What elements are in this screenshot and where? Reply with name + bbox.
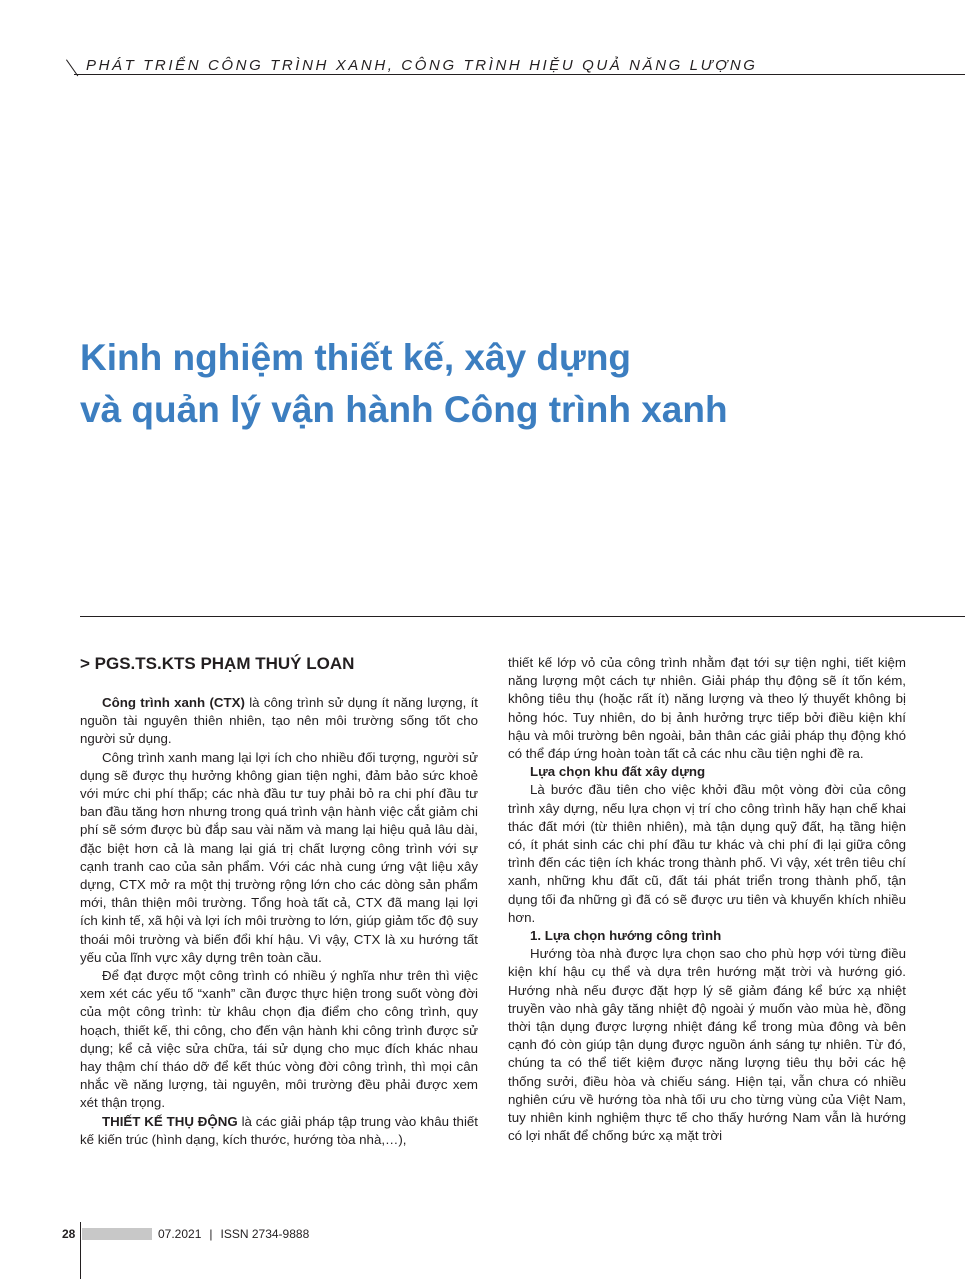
paragraph [80,694,478,749]
issue-date: 07.2021 [158,1227,202,1241]
term-bold: THIẾT KẾ THỤ ĐỘNG [102,1113,238,1129]
paragraph-text: là công trình sử dụng ít năng lượng, ít nguồn tài nguyên thiên nhiên, tạo nên môi trường sống tốt cho người sử dụng. [80,695,478,747]
paragraph: Hướng tòa nhà được lựa chọn sao cho phù hợp với từng điều kiện khí hậu cụ thể và dựa trên hướng mặt trời và hướng gió. Hướng nhà nếu được đặt hợp lý sẽ giảm đáng kể bức xạ nhiệt truyền vào nhà gây tăng nhiệt độ ngoài ý muốn vào mùa hè, đồng thời tận dụng được lượng nhiệt đáng kể trong mùa đông và bên cạnh đó còn giúp tận dụng được nguồn ánh sáng tự nhiên. Từ đó, chúng ta có thể tiết kiệm được năng lượng tiêu thụ bởi các hệ thống sưởi, điều hòa và chiếu sáng. Hiện tại, vẫn chưa có nhiều nghiên cứu về hướng tòa nhà tối ưu cho từng vùng của Việt Nam, tuy nhiên kinh nghiệm thực tế cho thấy hướng Nam vẫn là hướng có lợi nhất để chống bức xạ mặt trời [508,946,906,1144]
page-number: 28 [62,1227,76,1241]
page-footer [62,1226,309,1242]
subheading: Lựa chọn khu đất xây dựng [530,764,706,780]
author-byline: > PGS.TS.KTS PHẠM THUÝ LOAN [80,654,355,673]
paragraph: Công trình xanh mang lại lợi ích cho nhiều đối tượng, người sử dụng sẽ được thụ hưởng không gian tiện nghi, đảm bảo sức khoẻ với mức chi phí thấp; các nhà đầu tư tuy phải bỏ ra chi phí đầu tư ban đầu tăng hơn nhưng trong quá trình vận hành việc cắt giảm chi phí sẽ sớm được bù đắp sau vài năm và mang lại hiệu quả lâu dài, đặc biệt hơn cả là mang lại giá trị chất lượng công trình với sự cạnh tranh cao của sản phẩm. Với các nhà cung ứng vật liệu xây dựng, CTX mở ra một thị trường rộng lớn cho các dòng sản phẩm mới, thân thiện môi trường. Tổng hoà tất cả, CTX đã mang lại lợi ích kinh tế, xã hội và lợi ích môi trường to lớn, giúp giảm tốc độ suy thoái môi trường và biến đổi khí hậu. Vì vậy, CTX là xu hướng tất yếu của lĩnh vực xây dựng trên toàn cầu. [80,749,478,965]
title-divider [80,616,965,617]
right-column [508,654,906,1145]
paragraph: thiết kế lớp vỏ của công trình nhằm đạt tới sự tiện nghi, tiết kiệm năng lượng một cách tự nhiên. Giải pháp thụ động sẽ ít tốn kém, không tiêu thụ (hoặc rất ít) năng lượng và theo lý thuyết không bị hỏng hóc. Tuy nhiên, do bị ảnh hưởng trực tiếp bởi điều kiện khí hậu và môi trường bên ngoài, bản thân các giải pháp thụ động khó có thể đáp ứng hoàn toàn tất cả các nhu cầu tiện nghi đề ra. [508,655,906,762]
footer-separator: | [209,1227,213,1241]
magazine-logo-bar [82,1228,152,1240]
subheading: 1. Lựa chọn hướng công trình [530,928,722,944]
article-title [80,332,940,436]
paragraph-text: là các giải pháp tập trung vào khâu thiết kế kiến trúc (hình dạng, kích thước, hướng tòa nhà,…), [80,1113,478,1147]
paragraph: Là bước đầu tiên cho việc khởi đầu một vòng đời của công trình xây dựng, nếu lựa chọn vị trí cho công trình hãy hạn chế khai thác đất mới (từ thiên nhiên), mà tận dụng quỹ đất, hạ tầng hiện có, ít phát sinh các chi phí đầu tư khác và chi phí đi lại giữa công trình đến các tiện ích khác trong thành phố. Vì vậy, xét trên tiêu chí xanh, những khu đất cũ, đất tái phát triển trong thành phố, tận dụng tối đa những gì đã có sẽ được ưu tiên và khuyến khích nhiều hơn. [508,782,906,925]
header-rule [74,74,965,75]
term-bold: Công trình xanh (CTX) [102,695,245,710]
title-line-2: và quản lý vận hành Công trình xanh [80,389,728,430]
left-column [80,694,478,1149]
section-header: PHÁT TRIỂN CÔNG TRÌNH XANH, CÔNG TRÌNH HIỆU QUẢ NĂNG LƯỢNG [86,57,758,74]
issn: ISSN 2734-9888 [220,1227,310,1241]
paragraph [80,1113,478,1149]
paragraph: Để đạt được một công trình có nhiều ý nghĩa như trên thì việc xem xét các yếu tố “xanh” cần được thực hiện trong suốt vòng đời của một công trình: từ khâu chọn địa điểm cho công trình, quy hoạch, thiết kế, thi công, cho đến vận hành khi công trình được sử dụng; kể cả việc sửa chữa, tái sử dụng cho mục đích khác nhau hay thậm chí tháo dỡ để kết thúc vòng đời công trình, thì mọi cân nhắc về năng lượng, tài nguyên, môi trường đều phải được xem xét thận trọng. [80,968,478,1111]
title-line-1: Kinh nghiệm thiết kế, xây dựng [80,337,632,378]
